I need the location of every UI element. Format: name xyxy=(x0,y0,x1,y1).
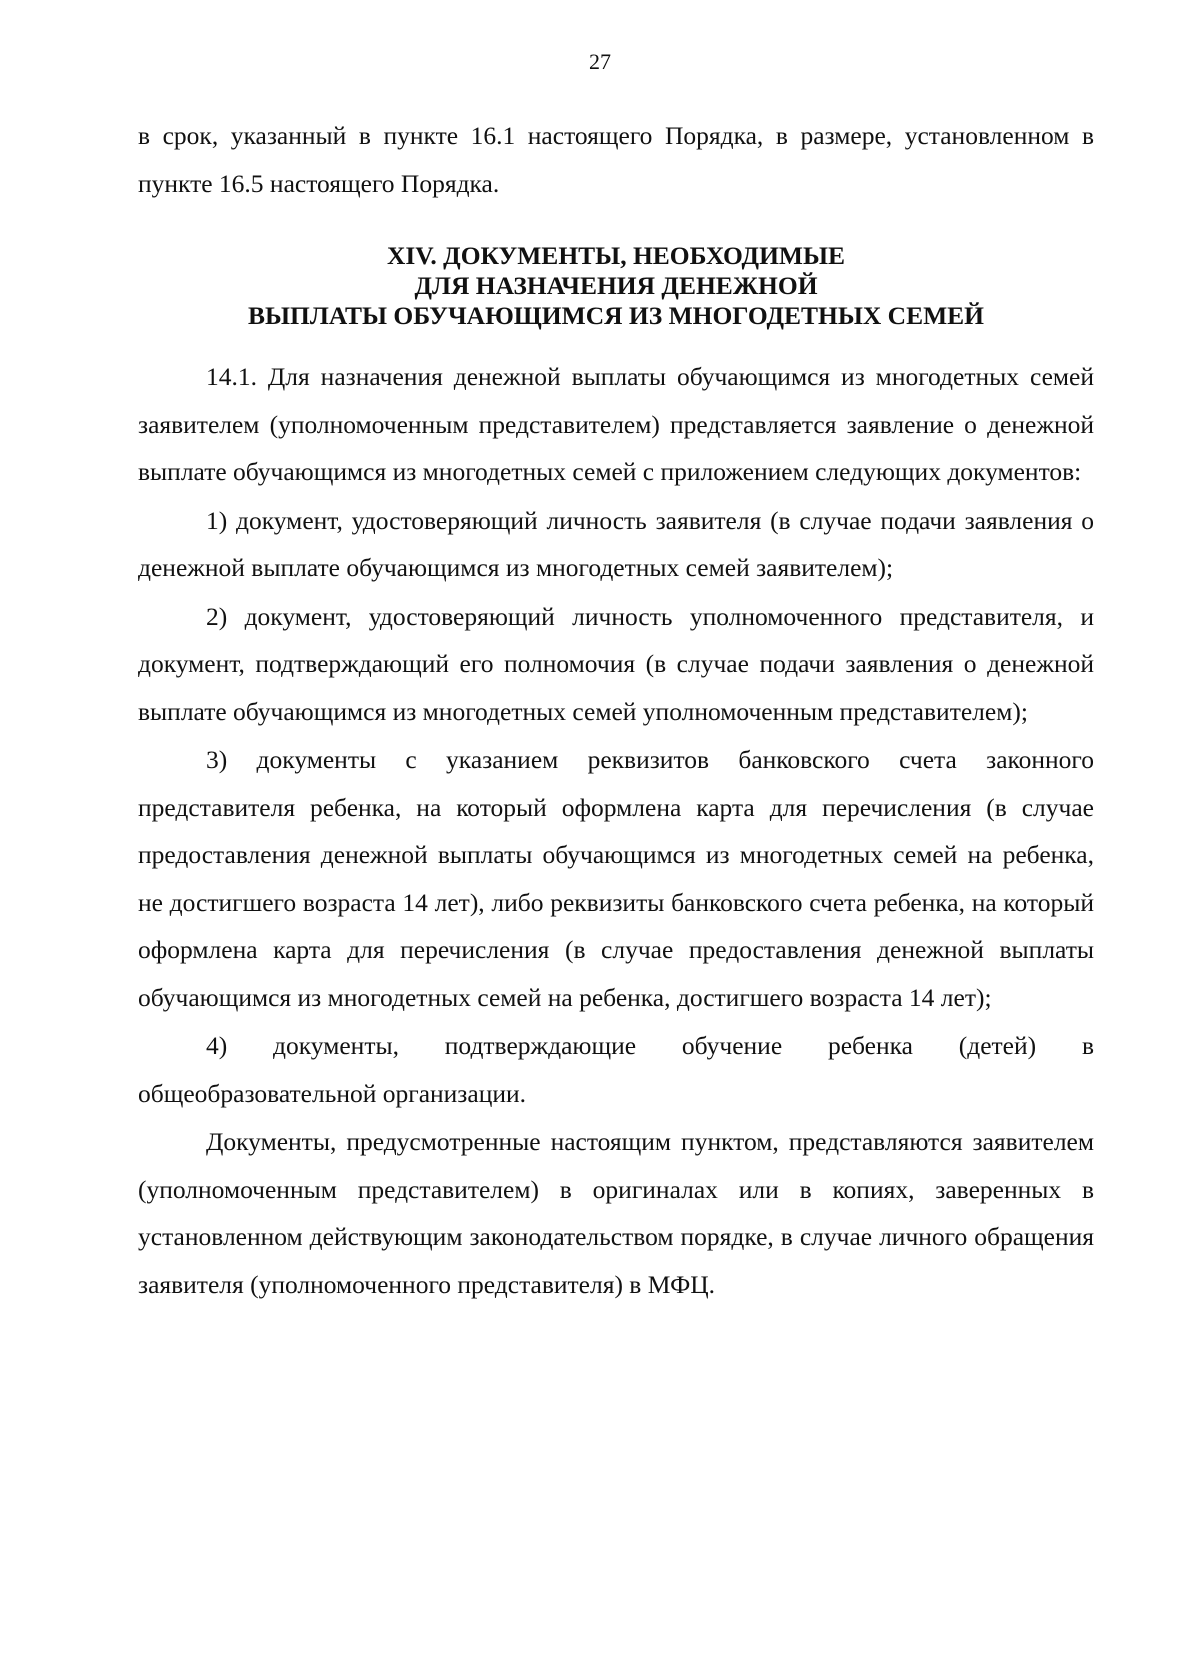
list-item-2: 2) документ, удостоверяющий личность уполномоченного представителя, и документ, подтверждающий его полномочия (в случае подачи заявления о денежной выплате обучающимся из многодетных семей уполномоченным представителем); xyxy=(138,601,1094,726)
section-heading-line-3: ВЫПЛАТЫ ОБУЧАЮЩИМСЯ ИЗ МНОГОДЕТНЫХ СЕМЕЙ xyxy=(247,301,985,330)
paragraph-14-1: 14.1. Для назначения денежной выплаты обучающимся из многодетных семей заявителем (уполномоченным представителем) представляется заявление о денежной выплате обучающимся из многодетных семей с приложением следующих документов: xyxy=(138,362,1094,486)
closing-paragraph: Документы, предусмотренные настоящим пунктом, представляются заявителем (уполномоченным представителем) в оригиналах или в копиях, заверенных в установленном действующим законодательством порядке, в случае личного обращения заявителя (уполномоченного представителя) в МФЦ. xyxy=(138,1127,1094,1299)
list-item-4: 4) документы, подтверждающие обучение ребенка (детей) в общеобразовательной организации. xyxy=(138,1031,1094,1108)
section-heading-line-2: ДЛЯ НАЗНАЧЕНИЯ ДЕНЕЖНОЙ xyxy=(414,271,818,300)
list-item-1: 1) документ, удостоверяющий личность заявителя (в случае подачи заявления о денежной выплате обучающимся из многодетных семей заявителем); xyxy=(138,505,1094,582)
section-heading-line-1: XIV. ДОКУМЕНТЫ, НЕОБХОДИМЫЕ xyxy=(386,241,846,270)
section-heading xyxy=(138,241,1094,331)
document-body xyxy=(138,112,1094,1308)
list-item-3: 3) документы с указанием реквизитов банковского счета законного представителя ребенка, на который оформлена карта для перечисления (в случае предоставления денежной выплаты обучающимся из многодетных семей на ребенка, не достигшего возраста 14 лет), либо реквизиты банковского счета ребенка, на который оформлена карта для перечисления (в случае предоставления денежной выплаты обучающимся из многодетных семей на ребенка, достигшего возраста 14 лет); xyxy=(138,745,1094,1012)
intro-paragraph: в срок, указанный в пункте 16.1 настоящего Порядка, в размере, установленном в пункте 16.5 настоящего Порядка. xyxy=(138,121,1094,198)
page-number: 27 xyxy=(589,49,611,74)
